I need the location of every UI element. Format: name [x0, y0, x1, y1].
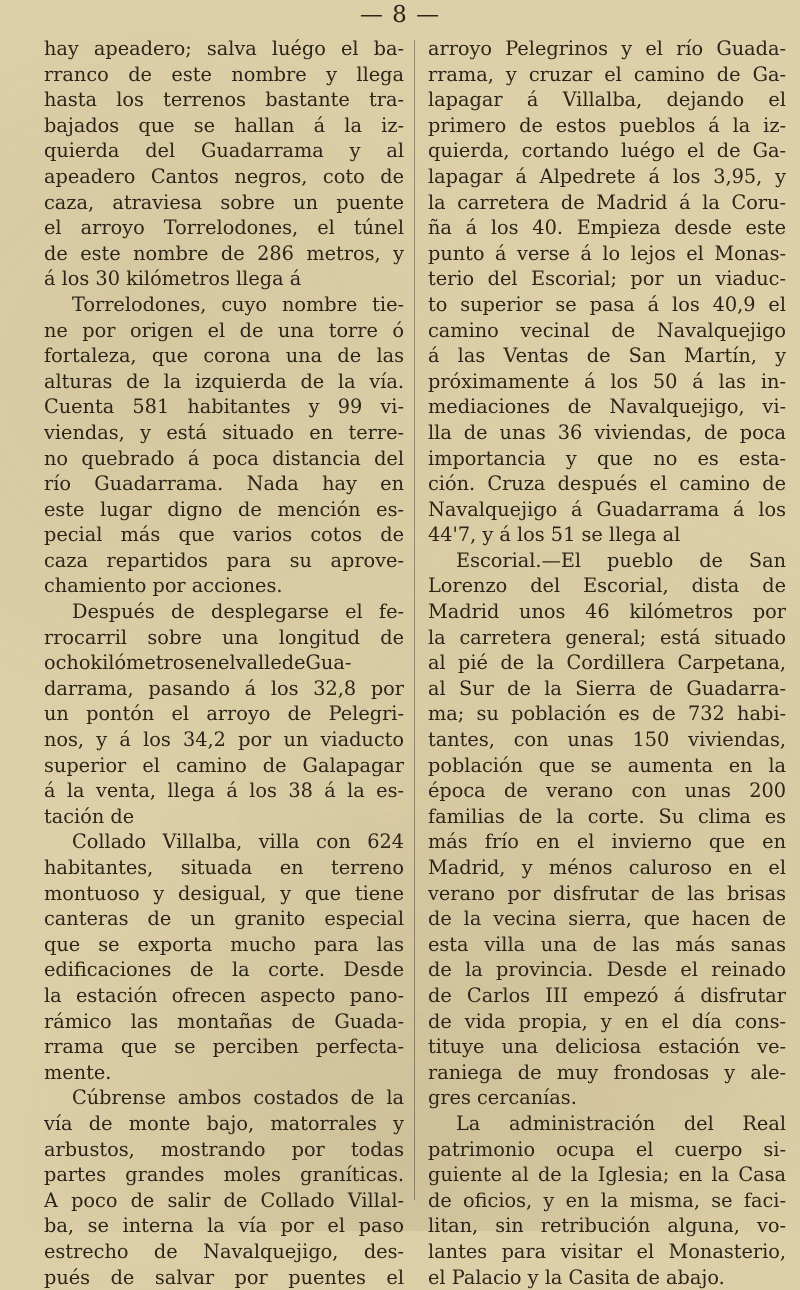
- text-line: Cuenta 581 habitantes y 99 vi-: [44, 394, 404, 420]
- text-line: de este nombre de 286 metros, y: [44, 241, 404, 267]
- text-line: de la provincia. Desde el reinado: [428, 957, 786, 983]
- text-line: quierda del Guadarrama y al: [44, 138, 404, 164]
- text-line: arbustos, mostrando por todas: [44, 1137, 404, 1163]
- text-line: edificaciones de la corte. Desde: [44, 957, 404, 983]
- text-line: verano por disfrutar de las brisas: [428, 881, 786, 907]
- text-line: rrama, y cruzar el camino de Ga-: [428, 62, 786, 88]
- text-line: tación de: [44, 804, 404, 830]
- text-line: á los 30 kilómetros llega á: [44, 266, 404, 292]
- text-line: rrocarril sobre una longitud de: [44, 625, 404, 651]
- text-line: fortaleza, que corona una de las: [44, 343, 404, 369]
- text-line: caza repartidos para su aprove-: [44, 548, 404, 574]
- column-rule: [414, 40, 415, 1200]
- text-line: guiente al de la Iglesia; en la Casa: [428, 1162, 786, 1188]
- text-line: no quebrado á poca distancia del: [44, 446, 404, 472]
- text-line: pecial más que varios cotos de: [44, 522, 404, 548]
- text-line: Collado Villalba, villa con 624: [44, 829, 404, 855]
- text-line: partes grandes moles graníticas.: [44, 1162, 404, 1188]
- text-line: nos, y á los 34,2 por un viaducto: [44, 727, 404, 753]
- text-line: este lugar digno de mención es-: [44, 497, 404, 523]
- text-line: caza, atraviesa sobre un puente: [44, 190, 404, 216]
- text-line: arroyo Pelegrinos y el río Guada-: [428, 36, 786, 62]
- text-line: Lorenzo del Escorial, dista de: [428, 573, 786, 599]
- text-line: al Sur de la Sierra de Guadarra-: [428, 676, 786, 702]
- text-line: rrama que se perciben perfecta-: [44, 1034, 404, 1060]
- text-line: Navalquejigo á Guadarrama á los: [428, 497, 786, 523]
- text-line: viendas, y está situado en terre-: [44, 420, 404, 446]
- text-line: canteras de un granito especial: [44, 906, 404, 932]
- text-line: de oficios, y en la misma, se faci-: [428, 1188, 786, 1214]
- text-line: lapagar á Alpedrete á los 3,95, y: [428, 164, 786, 190]
- text-line: raniega de muy frondosas y ale-: [428, 1060, 786, 1086]
- text-line: darrama, pasando á los 32,8 por: [44, 676, 404, 702]
- text-line: más frío en el invierno que en: [428, 829, 786, 855]
- text-line: bajados que se hallan á la iz-: [44, 113, 404, 139]
- text-line: lla de unas 36 viviendas, de poca: [428, 420, 786, 446]
- text-line: alturas de la izquierda de la vía.: [44, 369, 404, 395]
- text-line: ochokilómetrosenelvalledeGua-: [44, 650, 404, 676]
- text-line: la estación ofrecen aspecto pano-: [44, 983, 404, 1009]
- text-line: próximamente á los 50 á las in-: [428, 369, 786, 395]
- text-line: familias de la corte. Su clima es: [428, 804, 786, 830]
- text-line: á las Ventas de San Martín, y: [428, 343, 786, 369]
- text-line: hay apeadero; salva luégo el ba-: [44, 36, 404, 62]
- left-column: [44, 36, 404, 1290]
- text-line: ción. Cruza después el camino de: [428, 471, 786, 497]
- text-line: mediaciones de Navalquejigo, vi-: [428, 394, 786, 420]
- text-line: ma; su población es de 732 habi-: [428, 701, 786, 727]
- text-line: punto á verse á lo lejos el Monas-: [428, 241, 786, 267]
- text-line: La administración del Real: [428, 1111, 786, 1137]
- text-line: la carretera general; está situado: [428, 625, 786, 651]
- text-line: to superior se pasa á los 40,9 el: [428, 292, 786, 318]
- text-line: esta villa una de las más sanas: [428, 932, 786, 958]
- text-line: Escorial.—El pueblo de San: [428, 548, 786, 574]
- text-line: A poco de salir de Collado Villal-: [44, 1188, 404, 1214]
- text-line: Madrid, y ménos caluroso en el: [428, 855, 786, 881]
- text-line: río Guadarrama. Nada hay en: [44, 471, 404, 497]
- text-line: Torrelodones, cuyo nombre tie-: [44, 292, 404, 318]
- text-line: la carretera de Madrid á la Coru-: [428, 190, 786, 216]
- text-line: ne por origen el de una torre ó: [44, 318, 404, 344]
- text-line: patrimonio ocupa el cuerpo si-: [428, 1137, 786, 1163]
- text-line: de Carlos III empezó á disfrutar: [428, 983, 786, 1009]
- text-line: superior el camino de Galapagar: [44, 753, 404, 779]
- text-line: importancia y que no es esta-: [428, 446, 786, 472]
- text-line: á la venta, llega á los 38 á la es-: [44, 778, 404, 804]
- text-line: gres cercanías.: [428, 1085, 786, 1111]
- text-line: tituye una deliciosa estación ve-: [428, 1034, 786, 1060]
- text-line: quierda, cortando luégo el de Ga-: [428, 138, 786, 164]
- text-line: lapagar á Villalba, dejando el: [428, 87, 786, 113]
- text-line: al pié de la Cordillera Carpetana,: [428, 650, 786, 676]
- text-line: de vida propia, y en el día cons-: [428, 1009, 786, 1035]
- text-line: litan, sin retribución alguna, vo-: [428, 1213, 786, 1239]
- text-line: población que se aumenta en la: [428, 753, 786, 779]
- text-line: lantes para visitar el Monasterio,: [428, 1239, 786, 1265]
- text-line: primero de estos pueblos á la iz-: [428, 113, 786, 139]
- text-line: Después de desplegarse el fe-: [44, 599, 404, 625]
- text-line: Madrid unos 46 kilómetros por: [428, 599, 786, 625]
- text-line: habitantes, situada en terreno: [44, 855, 404, 881]
- text-line: 44'7, y á los 51 se llega al: [428, 522, 786, 548]
- text-line: que se exporta mucho para las: [44, 932, 404, 958]
- text-line: Cúbrense ambos costados de la: [44, 1085, 404, 1111]
- text-line: tantes, con unas 150 viviendas,: [428, 727, 786, 753]
- text-line: mente.: [44, 1060, 404, 1086]
- text-line: rranco de este nombre y llega: [44, 62, 404, 88]
- text-line: pués de salvar por puentes el: [44, 1265, 404, 1290]
- text-line: apeadero Cantos negros, coto de: [44, 164, 404, 190]
- text-line: época de verano con unas 200: [428, 778, 786, 804]
- text-line: camino vecinal de Navalquejigo: [428, 318, 786, 344]
- text-line: un pontón el arroyo de Pelegri-: [44, 701, 404, 727]
- text-line: montuoso y desigual, y que tiene: [44, 881, 404, 907]
- text-line: terio del Escorial; por un viaduc-: [428, 266, 786, 292]
- right-column: [428, 36, 786, 1290]
- page-number: — 8 —: [0, 2, 800, 28]
- text-line: hasta los terrenos bastante tra-: [44, 87, 404, 113]
- text-line: estrecho de Navalquejigo, des-: [44, 1239, 404, 1265]
- text-line: chamiento por acciones.: [44, 573, 404, 599]
- text-line: ña á los 40. Empieza desde este: [428, 215, 786, 241]
- text-line: de la vecina sierra, que hacen de: [428, 906, 786, 932]
- text-line: rámico las montañas de Guada-: [44, 1009, 404, 1035]
- text-line: el arroyo Torrelodones, el túnel: [44, 215, 404, 241]
- text-line: vía de monte bajo, matorrales y: [44, 1111, 404, 1137]
- text-line: ba, se interna la vía por el paso: [44, 1213, 404, 1239]
- text-line: el Palacio y la Casita de abajo.: [428, 1265, 786, 1290]
